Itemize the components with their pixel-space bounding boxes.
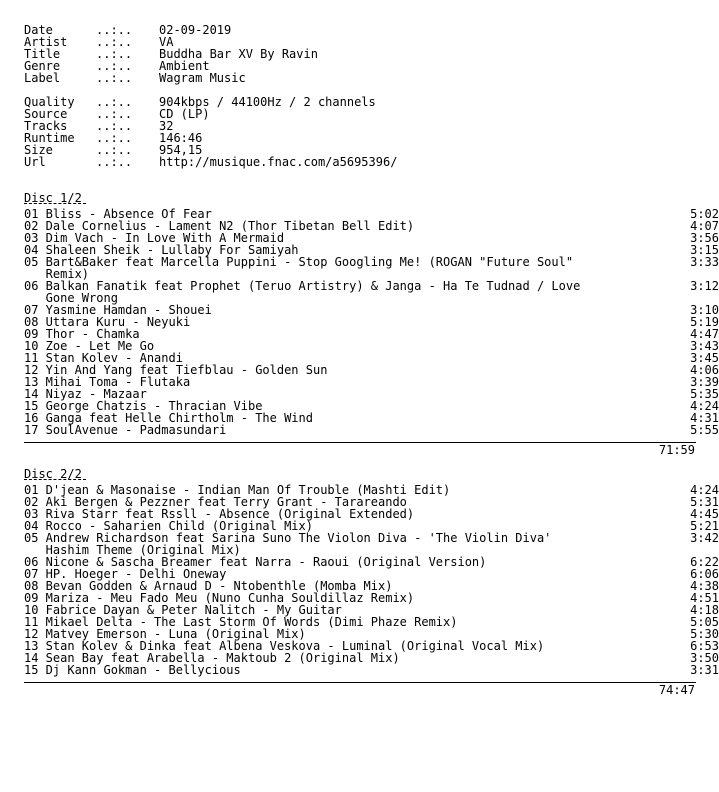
track-title: 05 Bart&Baker feat Marcella Puppini - Stop Googling Me! (ROGAN "Future Soul" [24, 255, 574, 269]
info-value: Buddha Bar XV By Ravin [159, 47, 318, 61]
tech-value: CD (LP) [159, 107, 210, 121]
disc-total-rule [24, 682, 696, 683]
track-title: 08 Bevan Godden & Arnaud D - Ntobenthle (Momba Mix) [24, 579, 393, 593]
tech-separator: ..:.. [96, 119, 133, 133]
track-duration: 4:06 [690, 363, 719, 377]
track-title: 14 Sean Bay feat Arabella - Maktoub 2 (Original Mix) [24, 651, 400, 665]
track-duration: 6:06 [690, 567, 719, 581]
track-duration: 4:24 [690, 399, 719, 413]
track-title: 11 Mikael Delta - The Last Storm Of Words (Dimi Phaze Remix) [24, 615, 458, 629]
track-duration: 4:24 [690, 483, 719, 497]
tech-separator: ..:.. [96, 131, 133, 145]
tech-value: 32 [159, 119, 174, 133]
track-title: 03 Dim Vach - In Love With A Mermaid [24, 231, 285, 245]
track-title: 02 Aki Bergen & Pezzner feat Terry Grant - Tarareando [24, 495, 407, 509]
track-title: 06 Nicone & Sascha Breamer feat Narra - Raoui (Original Version) [24, 555, 487, 569]
track-duration: 5:55 [690, 423, 719, 437]
disc-heading: Disc 1/2 [24, 191, 82, 205]
track-title: 12 Matvey Emerson - Luna (Original Mix) [24, 627, 306, 641]
track-duration: 6:22 [690, 555, 719, 569]
tech-key: Tracks [24, 119, 68, 133]
track-title: 14 Niyaz - Mazaar [24, 387, 147, 401]
tech-value: 904kbps / 44100Hz / 2 channels [159, 95, 376, 109]
track-title-continuation: Remix) [24, 267, 90, 281]
track-title: 08 Uttara Kuru - Neyuki [24, 315, 191, 329]
info-key: Genre [24, 59, 61, 73]
tech-key: Quality [24, 95, 75, 109]
track-duration: 6:53 [690, 639, 719, 653]
track-duration: 3:33 [690, 255, 719, 269]
info-separator: ..:.. [96, 47, 133, 61]
disc-total-runtime: 71:59 [658, 443, 695, 457]
track-title: 10 Zoe - Let Me Go [24, 339, 155, 353]
track-duration: 4:07 [690, 219, 719, 233]
track-duration: 5:05 [690, 615, 719, 629]
info-separator: ..:.. [96, 59, 133, 73]
track-title: 01 D'jean & Masonaise - Indian Man Of Trouble (Mashti Edit) [24, 483, 451, 497]
track-title: 15 Dj Kann Gokman - Bellycious [24, 663, 241, 677]
track-title: 17 SoulAvenue - Padmasundari [24, 423, 227, 437]
track-title: 06 Balkan Fanatik feat Prophet (Teruo Artistry) & Janga - Ha Te Tudnad / Love [24, 279, 581, 293]
track-title: 13 Stan Kolev & Dinka feat Albena Veskova - Luminal (Original Vocal Mix) [24, 639, 545, 653]
info-key: Title [24, 47, 61, 61]
track-title-continuation: Hashim Theme (Original Mix) [24, 543, 241, 557]
track-title: 03 Riva Starr feat Rssll - Absence (Original Extended) [24, 507, 415, 521]
track-duration: 3:15 [690, 243, 719, 257]
tech-key: Url [24, 155, 46, 169]
tech-key: Source [24, 107, 68, 121]
track-title: 16 Ganga feat Helle Chirtholm - The Wind [24, 411, 313, 425]
track-duration: 4:31 [690, 411, 719, 425]
info-value: Ambient [159, 59, 210, 73]
info-separator: ..:.. [96, 71, 133, 85]
track-duration: 5:31 [690, 495, 719, 509]
track-duration: 3:45 [690, 351, 719, 365]
disc-heading: Disc 2/2 [24, 467, 82, 481]
track-title: 07 HP. Hoeger - Delhi Oneway [24, 567, 227, 581]
tech-value: http://musique.fnac.com/a5695396/ [159, 155, 398, 169]
track-duration: 3:56 [690, 231, 719, 245]
track-duration: 3:31 [690, 663, 719, 677]
track-title: 09 Thor - Chamka [24, 327, 140, 341]
track-title: 11 Stan Kolev - Anandi [24, 351, 183, 365]
tech-separator: ..:.. [96, 143, 133, 157]
track-duration: 4:18 [690, 603, 719, 617]
track-title: 10 Fabrice Dayan & Peter Nalitch - My Guitar [24, 603, 342, 617]
track-duration: 5:19 [690, 315, 719, 329]
info-key: Artist [24, 35, 68, 49]
track-title: 13 Mihai Toma - Flutaka [24, 375, 191, 389]
tech-value: 954,15 [159, 143, 203, 157]
disc-heading-underline [24, 203, 86, 204]
track-duration: 3:50 [690, 651, 719, 665]
track-title: 04 Rocco - Saharien Child (Original Mix) [24, 519, 313, 533]
track-duration: 5:30 [690, 627, 719, 641]
info-value: Wagram Music [159, 71, 246, 85]
disc-heading-underline [24, 479, 86, 480]
tech-separator: ..:.. [96, 107, 133, 121]
info-separator: ..:.. [96, 23, 133, 37]
track-duration: 5:21 [690, 519, 719, 533]
track-title: 09 Mariza - Meu Fado Meu (Nuno Cunha Souldillaz Remix) [24, 591, 415, 605]
track-title-continuation: Gone Wrong [24, 291, 118, 305]
info-value: 02-09-2019 [159, 23, 232, 37]
track-duration: 4:38 [690, 579, 719, 593]
tech-value: 146:46 [159, 131, 203, 145]
track-title: 05 Andrew Richardson feat Sarina Suno The Violon Diva - 'The Violin Diva' [24, 531, 552, 545]
track-duration: 3:42 [690, 531, 719, 545]
track-title: 15 George Chatzis - Thracian Vibe [24, 399, 263, 413]
tech-separator: ..:.. [96, 95, 133, 109]
track-title: 04 Shaleen Sheik - Lullaby For Samiyah [24, 243, 299, 257]
track-duration: 5:02 [690, 207, 719, 221]
track-title: 12 Yin And Yang feat Tiefblau - Golden Sun [24, 363, 328, 377]
tech-key: Size [24, 143, 53, 157]
track-duration: 3:10 [690, 303, 719, 317]
track-duration: 3:39 [690, 375, 719, 389]
track-duration: 4:51 [690, 591, 719, 605]
disc-total-runtime: 74:47 [658, 683, 695, 697]
track-title: 07 Yasmine Hamdan - Shouei [24, 303, 212, 317]
track-duration: 4:47 [690, 327, 719, 341]
disc-total-rule [24, 442, 696, 443]
track-title: 02 Dale Cornelius - Lament N2 (Thor Tibetan Bell Edit) [24, 219, 415, 233]
tech-key: Runtime [24, 131, 75, 145]
info-key: Label [24, 71, 61, 85]
track-duration: 5:35 [690, 387, 719, 401]
info-separator: ..:.. [96, 35, 133, 49]
tech-separator: ..:.. [96, 155, 133, 169]
track-title: 01 Bliss - Absence Of Fear [24, 207, 212, 221]
info-key: Date [24, 23, 53, 37]
track-duration: 3:43 [690, 339, 719, 353]
track-duration: 4:45 [690, 507, 719, 521]
info-value: VA [159, 35, 174, 49]
track-duration: 3:12 [690, 279, 719, 293]
